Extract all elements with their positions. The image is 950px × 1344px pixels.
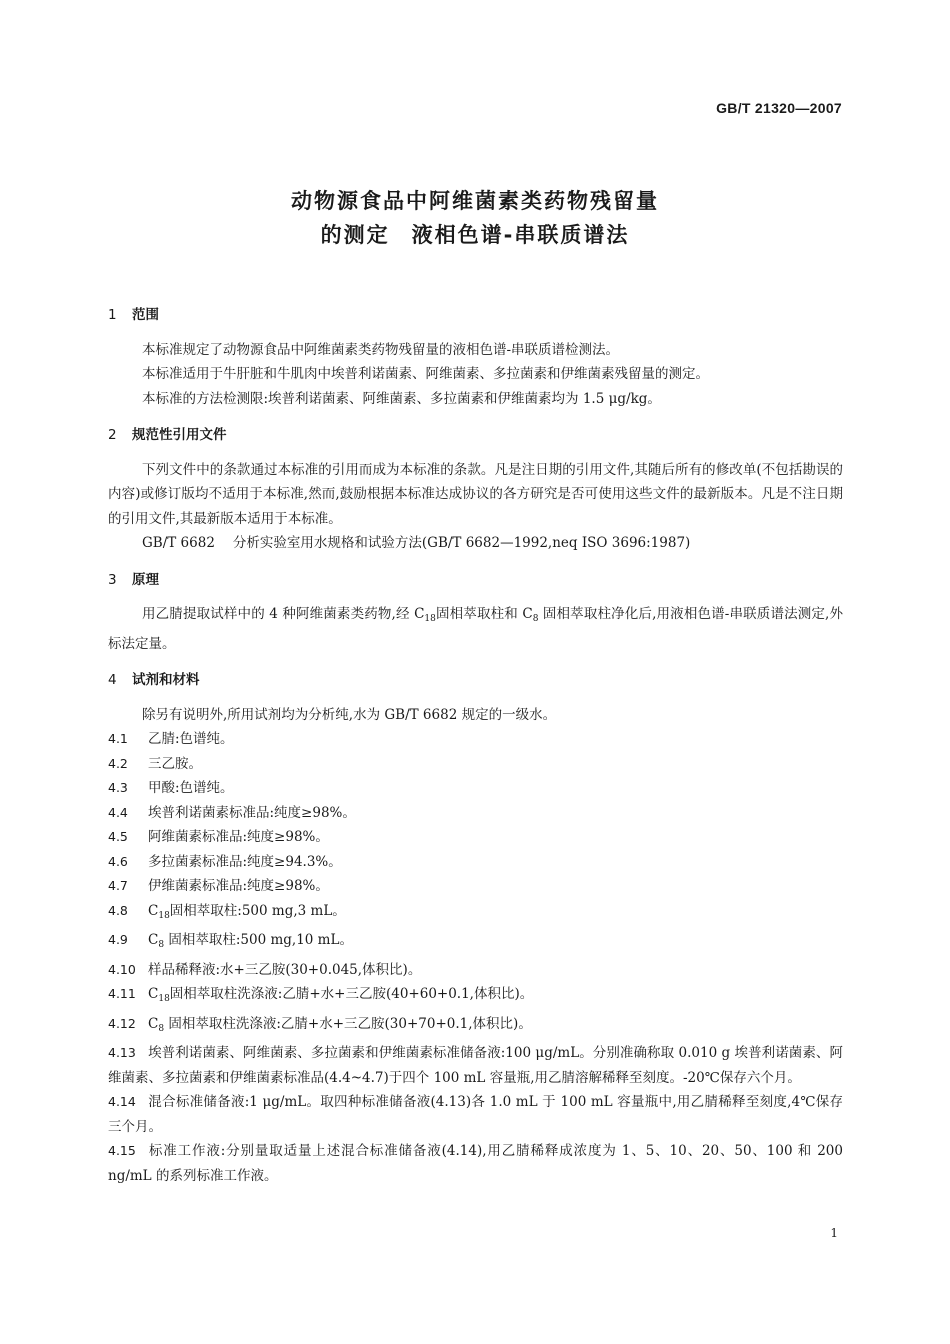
title-line-2-part-a: 的测定: [320, 223, 390, 247]
section-number: 3: [108, 571, 117, 588]
item-number: 4.10: [108, 961, 136, 977]
section-title: 试剂和材料: [132, 672, 200, 688]
reagent-item: [108, 899, 843, 929]
item-number: 4.1: [108, 731, 128, 746]
section-4-heading: [108, 668, 843, 693]
item-number: 4.11: [108, 986, 136, 1001]
item-number: 4.5: [108, 829, 128, 844]
item-text: 埃普利诺菌素、阿维菌素、多拉菌素和伊维菌素标准储备液:100 μg/mL。分别准确称取 0.010 g 埃普利诺菌素、阿维菌素、多拉菌素和伊维菌素标准品(4.4~4.7)于四个 100 mL 容量瓶,用乙腈溶解稀释至刻度。-20℃保存六个月。: [108, 1045, 843, 1086]
text-run: C: [148, 1015, 159, 1032]
normative-reference: [108, 531, 843, 556]
text-run: C: [148, 986, 159, 1002]
item-text: 混合标准储备液:1 μg/mL。取四种标准储备液(4.13)各 1.0 mL 于 100 mL 容量瓶中,用乙腈稀释至刻度,4℃保存三个月。: [108, 1094, 843, 1135]
item-number: 4.15: [108, 1143, 136, 1158]
section-title: 范围: [132, 307, 159, 323]
reagent-item: [108, 982, 843, 1012]
item-text: 多拉菌素标准品:纯度≥94.3%。: [148, 853, 342, 870]
reagent-item: [108, 1012, 843, 1042]
section-2-heading: [108, 423, 843, 448]
subscript: 18: [158, 994, 170, 1004]
reagent-item: [108, 1041, 843, 1090]
item-number: 4.7: [108, 878, 128, 893]
paragraph: 下列文件中的条款通过本标准的引用而成为本标准的条款。凡是注日期的引用文件,其随后所有的修改单(不包括勘误的内容)或修订版均不适用于本标准,然而,鼓励根据本标准达成协议的各方研究是否可使用这些文件的最新版本。凡是不注日期的引用文件,其最新版本适用于本标准。: [108, 461, 843, 527]
text-run: C: [148, 902, 159, 919]
item-number: 4.3: [108, 780, 128, 795]
subscript: 8: [532, 614, 539, 624]
reagent-item: [108, 1139, 843, 1188]
paragraph: 除另有说明外,所用试剂均为分析纯,水为 GB/T 6682 规定的一级水。: [142, 706, 557, 723]
subscript: 8: [158, 940, 165, 950]
reagent-item: [108, 825, 843, 850]
item-number: 4.14: [108, 1094, 136, 1109]
title-line-2: [0, 218, 950, 252]
item-number: 4.4: [108, 804, 128, 820]
reagent-item: [108, 727, 843, 752]
reagent-item: [108, 1090, 843, 1139]
paragraph: 本标准适用于牛肝脏和牛肌肉中埃普利诺菌素、阿维菌素、多拉菌素和伊维菌素残留量的测定。: [142, 366, 709, 382]
section-number: 1: [108, 307, 117, 323]
item-text: 三乙胺。: [148, 755, 202, 772]
paragraph: [108, 602, 843, 656]
reagent-list: [108, 727, 843, 1188]
text-run: C: [148, 932, 159, 948]
subscript: 18: [424, 614, 436, 624]
item-text: 甲酸:色谱纯。: [148, 780, 234, 796]
reagent-item: [108, 874, 843, 899]
subscript: 8: [158, 1023, 165, 1034]
item-text: 固相萃取柱:500 mg,10 mL。: [164, 932, 353, 948]
item-text: 阿维菌素标准品:纯度≥98%。: [148, 829, 329, 845]
section-1-heading: [108, 303, 843, 328]
reagent-item: [108, 850, 843, 875]
item-number: 4.9: [108, 932, 128, 947]
title-line-2-part-b: 液相色谱-串联质谱法: [411, 223, 630, 247]
page-number: 1: [830, 1226, 838, 1240]
item-number: 4.2: [108, 755, 128, 771]
text-run: 用乙腈提取试样中的 4 种阿维菌素类药物,经 C: [142, 606, 425, 622]
item-text: 固相萃取柱洗涤液:乙腈+水+三乙胺(40+60+0.1,体积比)。: [169, 986, 534, 1002]
section-number: 2: [108, 427, 117, 443]
reagent-item: [108, 776, 843, 801]
reagent-item: [108, 928, 843, 958]
document-body: [108, 297, 843, 1188]
reagent-item: [108, 752, 843, 777]
reference-title: 分析实验室用水规格和试验方法(GB/T 6682—1992,neq ISO 3696:1987): [232, 535, 691, 551]
item-number: 4.13: [108, 1045, 136, 1060]
item-text: 固相萃取柱洗涤液:乙腈+水+三乙胺(30+70+0.1,体积比)。: [164, 1015, 532, 1032]
text-run: 固相萃取柱净化后,用液相色谱-串联质谱法测定,外标法定量。: [108, 606, 843, 652]
item-text: 标准工作液:分别量取适量上述混合标准储备液(4.14),用乙腈稀释成浓度为 1、5、10、20、50、100 和 200 ng/mL 的系列标准工作液。: [108, 1143, 843, 1184]
subscript: 18: [158, 910, 170, 921]
paragraph: 本标准规定了动物源食品中阿维菌素类药物残留量的液相色谱-串联质谱检测法。: [142, 341, 620, 358]
item-text: 伊维菌素标准品:纯度≥98%。: [148, 878, 329, 894]
item-number: 4.8: [108, 902, 128, 918]
paragraph: 本标准的方法检测限:埃普利诺菌素、阿维菌素、多拉菌素和伊维菌素均为 1.5 μg/kg。: [142, 390, 661, 407]
section-number: 4: [108, 672, 117, 688]
section-3-heading: [108, 568, 843, 593]
item-text: 样品稀释液:水+三乙胺(30+0.045,体积比)。: [148, 961, 422, 978]
section-title: 规范性引用文件: [132, 427, 227, 443]
standard-code: GB/T 21320—2007: [716, 100, 842, 116]
item-text: 固相萃取柱:500 mg,3 mL。: [169, 902, 346, 919]
document-title: [0, 184, 950, 252]
reagent-item: [108, 801, 843, 826]
title-line-1: 动物源食品中阿维菌素类药物残留量: [291, 189, 659, 213]
reference-code: GB/T 6682: [142, 535, 215, 551]
item-text: 埃普利诺菌素标准品:纯度≥98%。: [148, 804, 356, 821]
item-number: 4.6: [108, 853, 128, 869]
item-text: 乙腈:色谱纯。: [148, 731, 234, 747]
text-run: 固相萃取柱和 C: [435, 606, 533, 622]
section-title: 原理: [132, 571, 159, 588]
item-number: 4.12: [108, 1015, 136, 1031]
reagent-item: [108, 958, 843, 983]
